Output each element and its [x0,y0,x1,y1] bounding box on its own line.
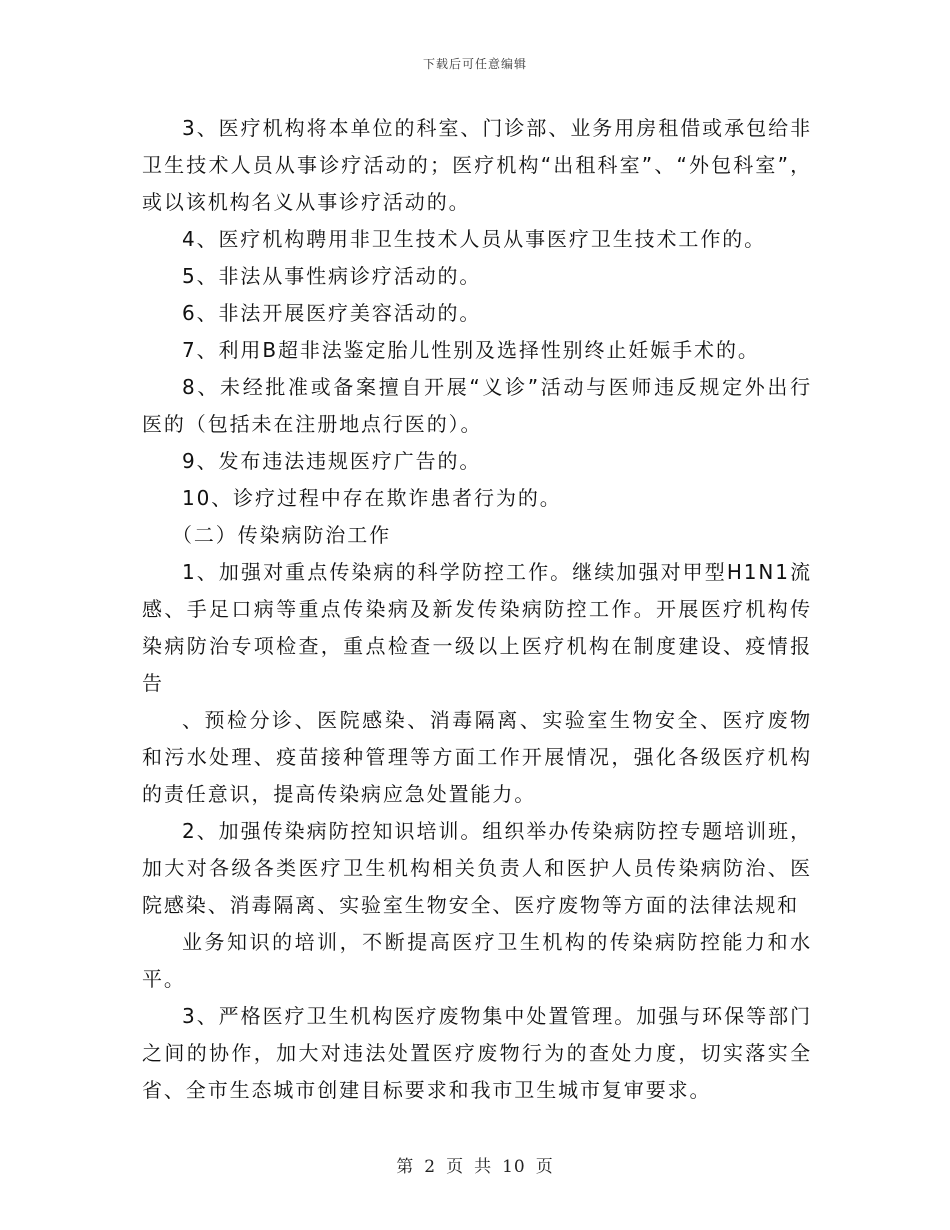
page-header-note: 下载后可任意编辑 [422,57,527,71]
paragraph-item-5: 5、非法从事性病诊疗活动的。 [182,264,482,288]
footer-prefix: 第 [396,1157,415,1177]
paragraph-disease-3: 3、严格医疗卫生机构医疗废物集中处置管理。加强与环保等部门之间的协作，加大对违法处置医疗废物行为的查处力度，切实落实全省、全市生态城市创建目标要求和我市卫生城市复审要求。 [142,1004,812,1102]
paragraph-item-8: 8、未经批准或备案擅自开展“义诊”活动与医师违反规定外出行医的（包括未在注册地点行医的）。 [142,375,812,436]
paragraph-item-10: 10、诊疗过程中存在欺诈患者行为的。 [182,486,562,510]
paragraph-disease-2-continued: 业务知识的培训，不断提高医疗卫生机构的传染病防控能力和水平。 [142,930,812,991]
paragraph-item-6: 6、非法开展医疗美容活动的。 [182,301,482,325]
footer-total-word: 共 [474,1157,493,1177]
footer-suffix: 页 [535,1157,554,1177]
paragraph-item-7: 7、利用B超非法鉴定胎儿性别及选择性别终止妊娠手术的。 [182,338,760,362]
paragraph-disease-1-continued: 、预检分诊、医院感染、消毒隔离、实验室生物安全、医疗废物和污水处理、疫苗接种管理等方面工作开展情况，强化各级医疗机构的责任意识，提高传染病应急处置能力。 [142,708,812,806]
paragraph-disease-2: 2、加强传染病防控知识培训。组织举办传染病防控专题培训班，加大对各级各类医疗卫生机构相关负责人和医护人员传染病防治、医院感染、消毒隔离、实验室生物安全、医疗废物等方面的法律法规和 [142,819,812,917]
paragraph-item-9: 9、发布违法违规医疗广告的。 [182,449,482,473]
page-number-footer [0,1152,950,1177]
paragraph-disease-1: 1、加强对重点传染病的科学防控工作。继续加强对甲型H1N1流感、手足口病等重点传染病及新发传染病防控工作。开展医疗机构传染病防治专项检查，重点检查一级以上医疗机构在制度建设、疫情报告 [142,560,812,695]
paragraph-item-4: 4、医疗机构聘用非卫生技术人员从事医疗卫生技术工作的。 [182,227,767,251]
section-heading: （二）传染病防治工作 [172,523,391,547]
current-page-number: 2 [424,1157,437,1177]
document-body [142,110,812,1109]
total-page-number: 10 [502,1157,526,1177]
paragraph-item-3: 3、医疗机构将本单位的科室、门诊部、业务用房租借或承包给非卫生技术人员从事诊疗活动的；医疗机构“出租科室”、“外包科室”，或以该机构名义从事诊疗活动的。 [142,116,812,214]
footer-page-word: 页 [446,1157,465,1177]
